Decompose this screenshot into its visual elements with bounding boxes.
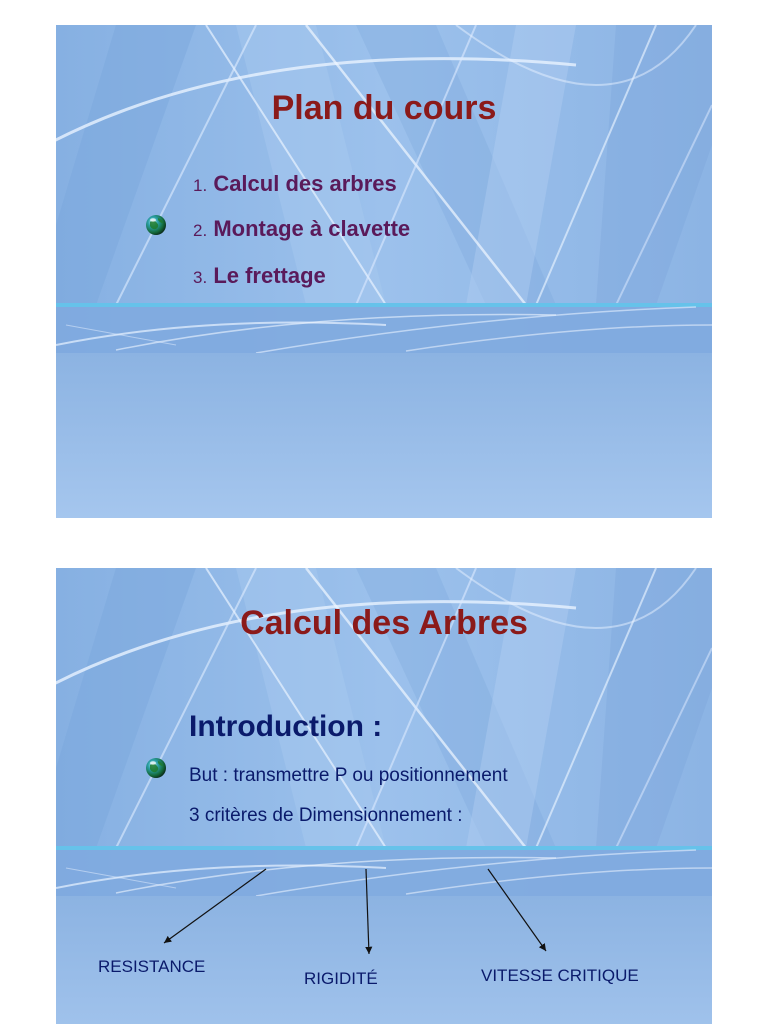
plan-item-label: Montage à clavette	[213, 216, 411, 241]
arrow-to-rigidite	[366, 869, 369, 954]
slide-title: Calcul des Arbres	[240, 604, 528, 642]
slide-plan-du-cours	[56, 25, 712, 518]
intro-line-criteria: 3 critères de Dimensionnement :	[189, 805, 463, 826]
criterion-vitesse-critique: VITESSE CRITIQUE	[481, 966, 639, 985]
intro-line-purpose: But : transmettre P ou positionnement	[189, 765, 508, 786]
plan-item-number: 2.	[193, 221, 208, 240]
plan-item-1	[193, 171, 397, 197]
criteria-arrows	[56, 568, 712, 1024]
plan-item-2	[193, 216, 410, 242]
plan-item-number: 1.	[193, 176, 208, 195]
plan-item-label: Calcul des arbres	[213, 171, 397, 196]
intro-heading: Introduction :	[189, 710, 383, 743]
slide-calcul-des-arbres	[56, 568, 712, 1024]
slide-title: Plan du cours	[271, 89, 497, 127]
arrow-to-vitesse-critique	[488, 869, 546, 951]
plan-item-3	[193, 263, 326, 289]
globe-bullet-icon	[145, 214, 167, 236]
plan-item-number: 3.	[193, 268, 208, 287]
plan-item-label: Le frettage	[213, 263, 326, 288]
criterion-rigidite: RIGIDITÉ	[304, 969, 378, 988]
criterion-resistance: RESISTANCE	[98, 957, 206, 976]
arrow-to-resistance	[164, 869, 266, 943]
